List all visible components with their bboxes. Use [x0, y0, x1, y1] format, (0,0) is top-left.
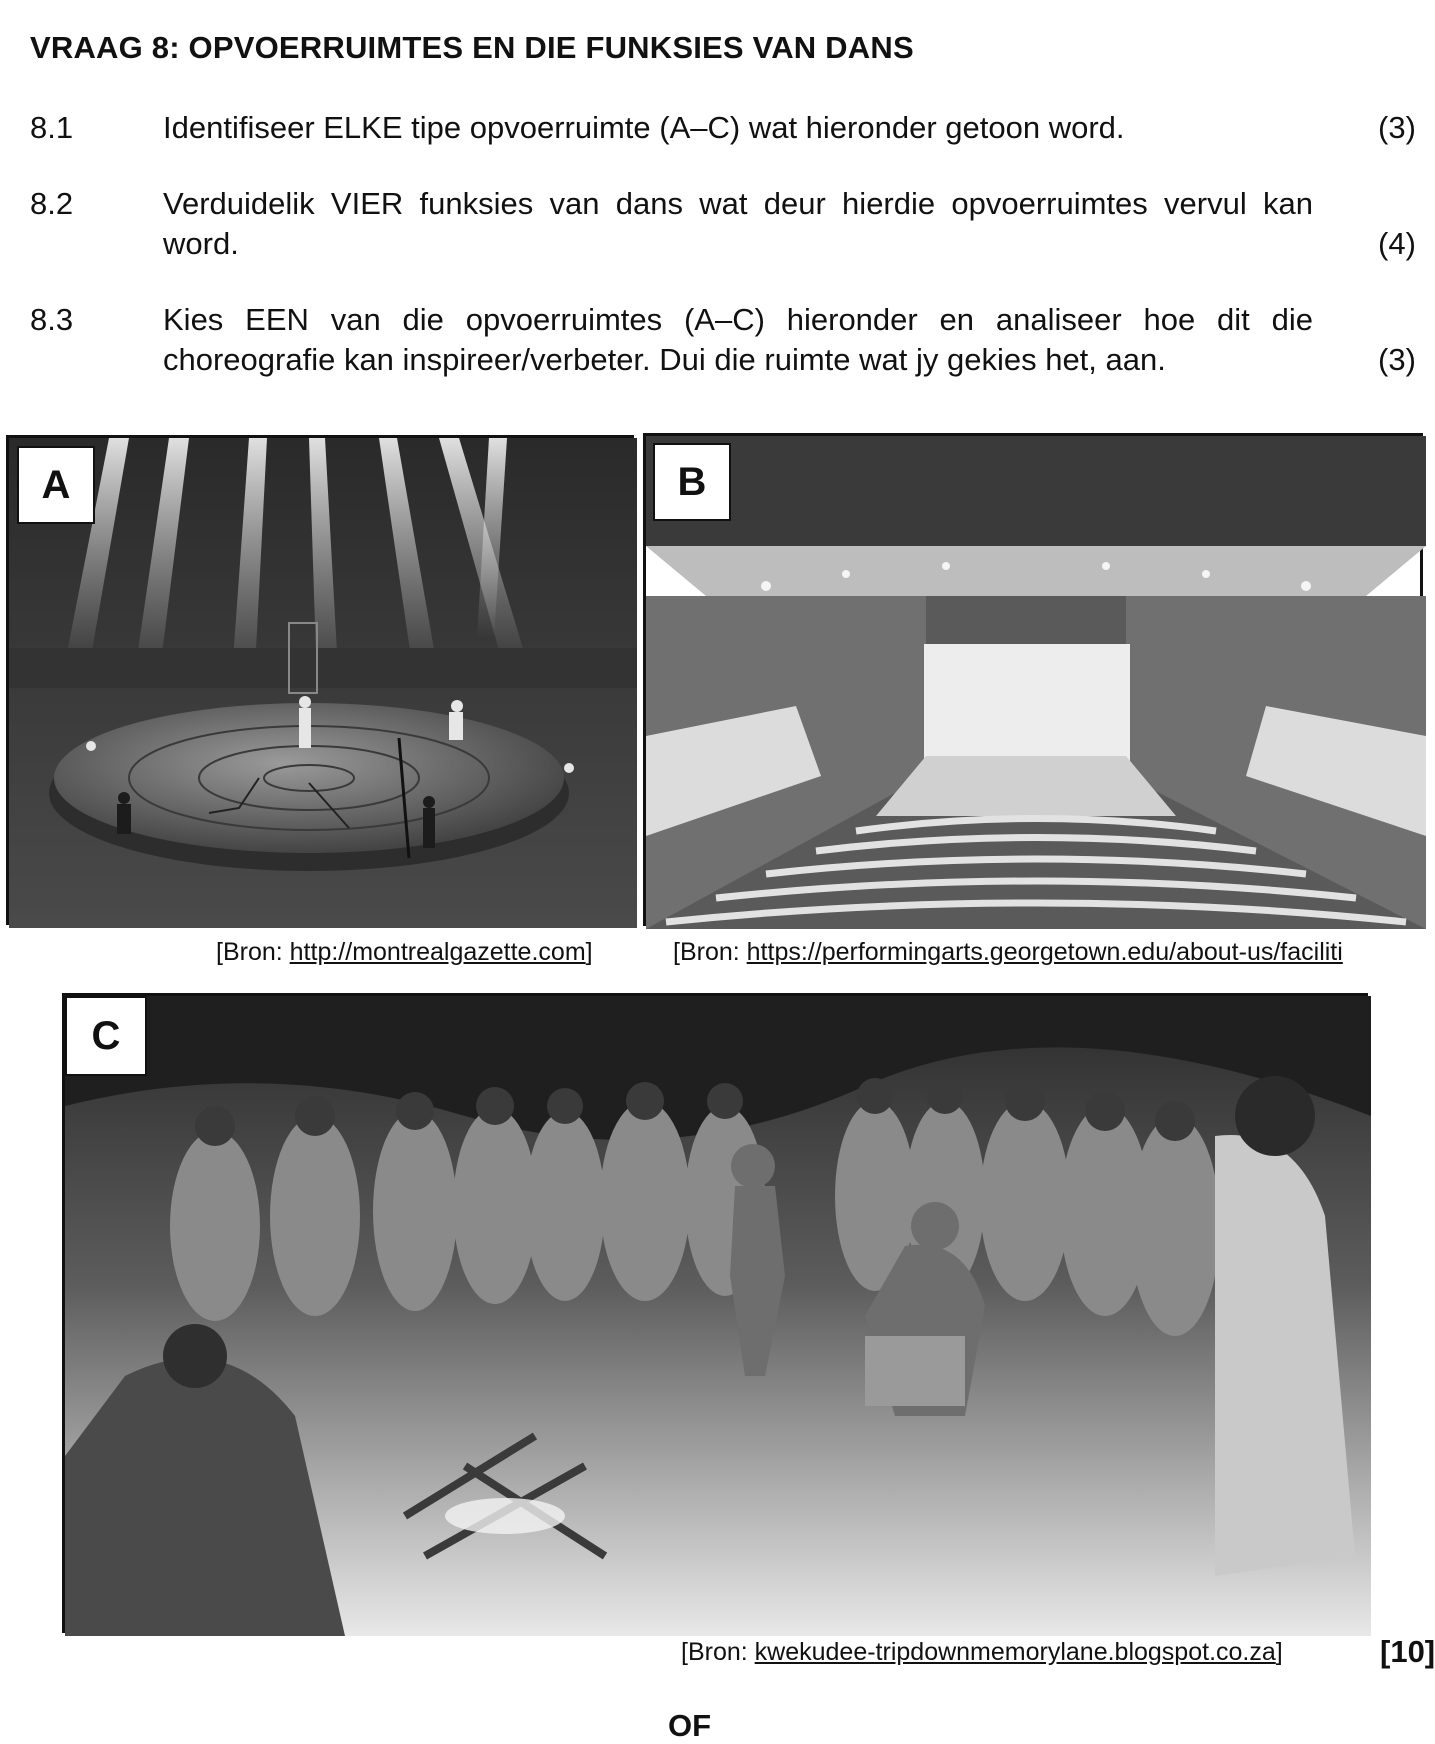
question-number: 8.2 — [30, 186, 74, 221]
source-url-c[interactable]: kwekudee-tripdownmemorylane.blogspot.co.za — [754, 1638, 1276, 1666]
image-label-c: C — [65, 996, 147, 1076]
source-suffix: ] — [1275, 1638, 1283, 1666]
question-text: Identifiseer ELKE tipe opvoerruimte (A–C) wat hieronder getoon word. — [163, 110, 1125, 145]
source-url-b[interactable]: https://performingarts.georgetown.edu/about-us/faciliti — [746, 938, 1343, 966]
source-a — [216, 938, 593, 967]
or-separator: OF — [668, 1708, 712, 1743]
question-marks: (3) — [1378, 110, 1416, 145]
source-url-a[interactable]: http://montrealgazette.com — [289, 938, 586, 966]
source-prefix: [Bron: — [673, 938, 747, 966]
auditorium-illustration — [646, 436, 1426, 929]
image-label-a: A — [17, 446, 95, 524]
image-label-b: B — [653, 443, 731, 521]
question-text: Verduidelik VIER funksies van dans wat deur hierdie opvoerruimtes vervul kan word. — [163, 186, 1313, 261]
arena-stage-illustration — [9, 438, 637, 928]
photo-b-proscenium-theatre — [643, 433, 1423, 926]
photo-a-arena-stage — [6, 435, 634, 925]
source-prefix: [Bron: — [216, 938, 290, 966]
question-number: 8.1 — [30, 110, 74, 145]
question-number: 8.3 — [30, 302, 74, 337]
source-prefix: [Bron: — [681, 1638, 755, 1666]
source-c — [681, 1638, 1283, 1667]
photo-c-outdoor-circle — [62, 993, 1368, 1633]
question-heading: VRAAG 8: OPVOERRUIMTES EN DIE FUNKSIES VAN DANS — [30, 30, 914, 65]
source-suffix: ] — [585, 938, 593, 966]
total-marks: [10] — [1380, 1634, 1435, 1669]
fire-dance-illustration — [65, 996, 1371, 1636]
question-text: Kies EEN van die opvoerruimtes (A–C) hieronder en analiseer hoe dit die choreografie kan inspireer/verbeter. Dui die ruimte wat jy gekies het, aan. — [163, 302, 1313, 377]
question-marks: (3) — [1378, 342, 1416, 377]
question-marks: (4) — [1378, 226, 1416, 261]
source-b — [673, 938, 1343, 967]
